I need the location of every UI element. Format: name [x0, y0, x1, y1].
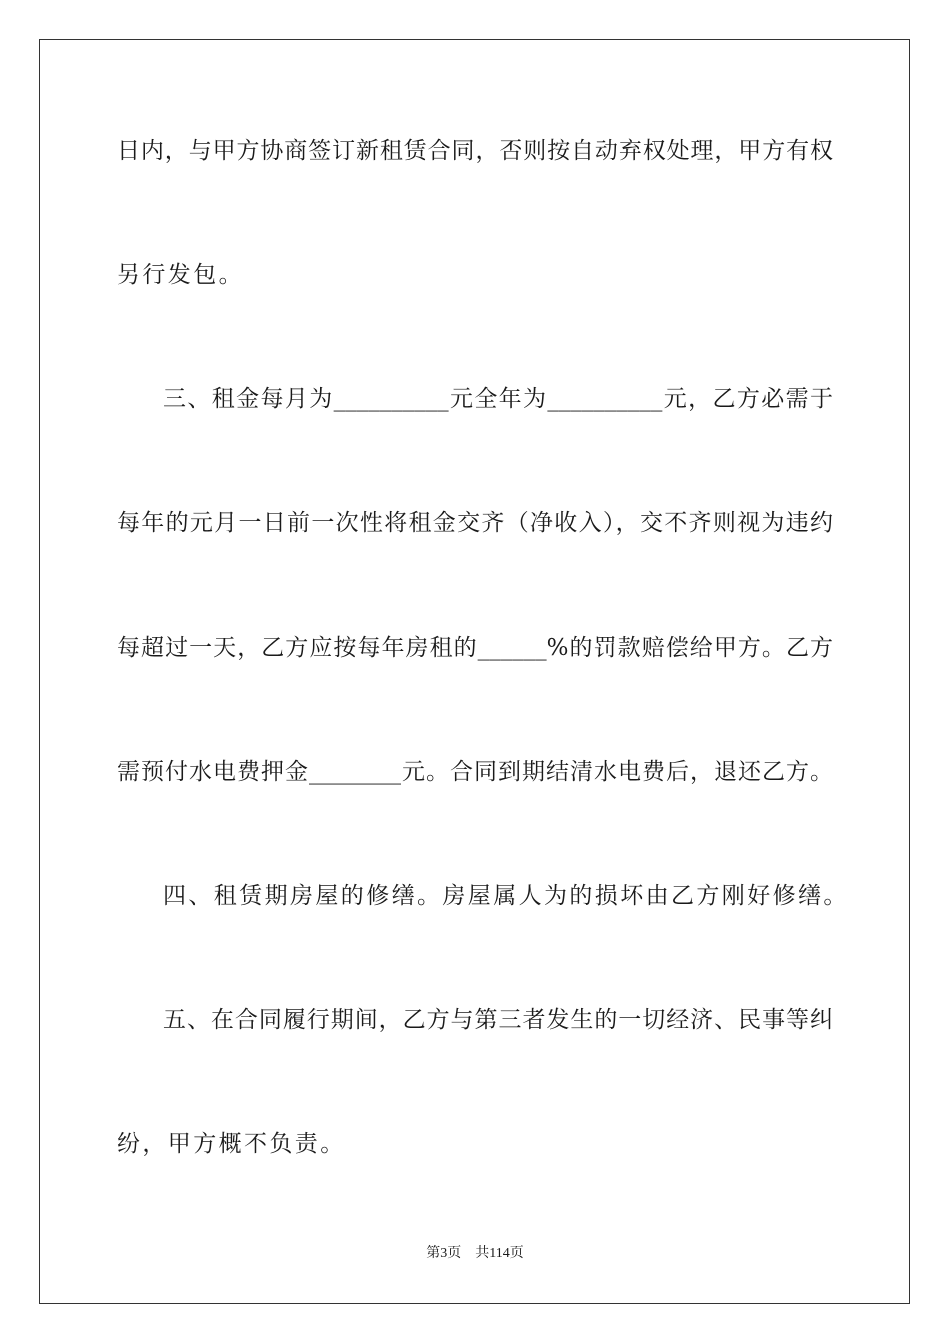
text-line-2: 另行发包。	[117, 262, 244, 288]
text-line-7: 四、租赁期房屋的修缮。房屋属人为的损坏由乙方刚好修缮。	[163, 883, 849, 909]
page-border	[39, 39, 910, 1304]
page-total: 共114页	[475, 1246, 524, 1261]
text-line-6: 需预付水电费押金________元。合同到期结清水电费后，退还乙方。	[117, 759, 833, 785]
text-line-3: 三、租金每月为__________元全年为__________元，乙方必需于	[163, 386, 833, 412]
page-footer	[0, 1245, 950, 1263]
text-line-4: 每年的元月一日前一次性将租金交齐（净收入），交不齐则视为违约	[117, 510, 833, 536]
text-line-5: 每超过一天，乙方应按每年房租的______%的罚款赔偿给甲方。乙方	[117, 635, 833, 661]
text-line-9: 纷，甲方概不负责。	[117, 1131, 346, 1157]
text-line-8: 五、在合同履行期间，乙方与第三者发生的一切经济、民事等纠	[163, 1007, 833, 1033]
text-line-1: 日内，与甲方协商签订新租赁合同，否则按自动弃权处理，甲方有权	[117, 138, 833, 164]
page-number: 第3页	[426, 1246, 462, 1261]
